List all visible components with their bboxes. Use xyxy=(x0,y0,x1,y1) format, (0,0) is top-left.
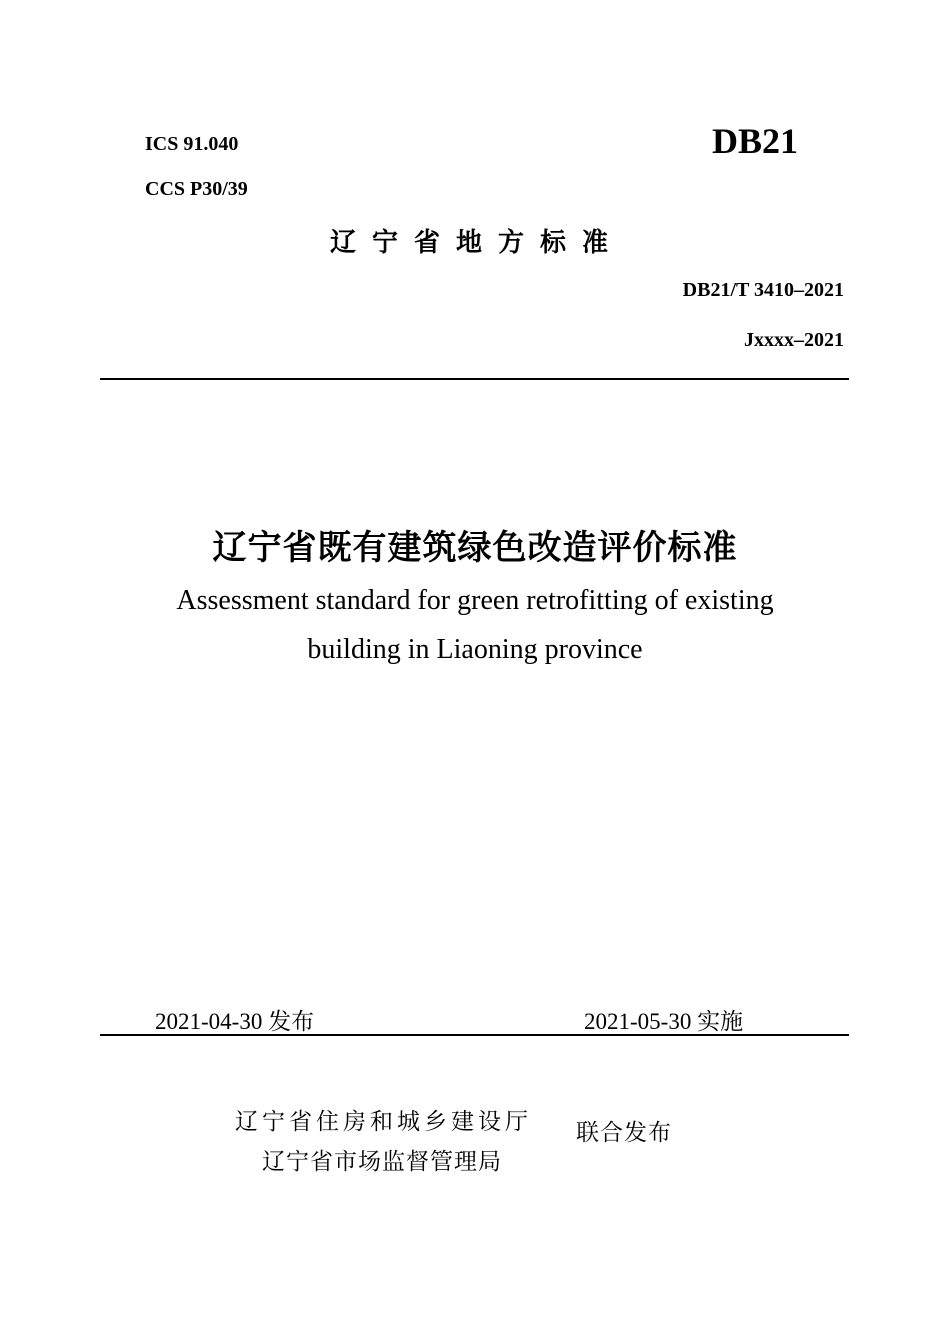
implement-date: 2021-05-30 实施 xyxy=(584,1009,744,1034)
title-english-line1: Assessment standard for green retrofitting of existing xyxy=(176,585,774,616)
ccs-code: CCS P30/39 xyxy=(145,178,248,200)
issuer-market-regulation: 辽宁省市场监督管理局 xyxy=(262,1149,502,1174)
top-divider xyxy=(100,378,849,380)
bottom-divider xyxy=(100,1034,849,1036)
title-english-line2: building in Liaoning province xyxy=(307,634,643,665)
publish-date: 2021-04-30 发布 xyxy=(155,1009,315,1034)
joint-publication-label: 联合发布 xyxy=(576,1120,672,1145)
record-number: Jxxxx–2021 xyxy=(744,329,844,351)
title-chinese: 辽宁省既有建筑绿色改造评价标准 xyxy=(212,530,738,567)
issuer-housing-department: 辽宁省住房和城乡建设厅 xyxy=(235,1109,532,1134)
standard-number: DB21/T 3410–2021 xyxy=(682,279,844,301)
standard-category: 辽宁省地方标准 xyxy=(329,228,624,257)
standard-code: DB21 xyxy=(712,121,799,161)
ics-code: ICS 91.040 xyxy=(145,133,239,155)
